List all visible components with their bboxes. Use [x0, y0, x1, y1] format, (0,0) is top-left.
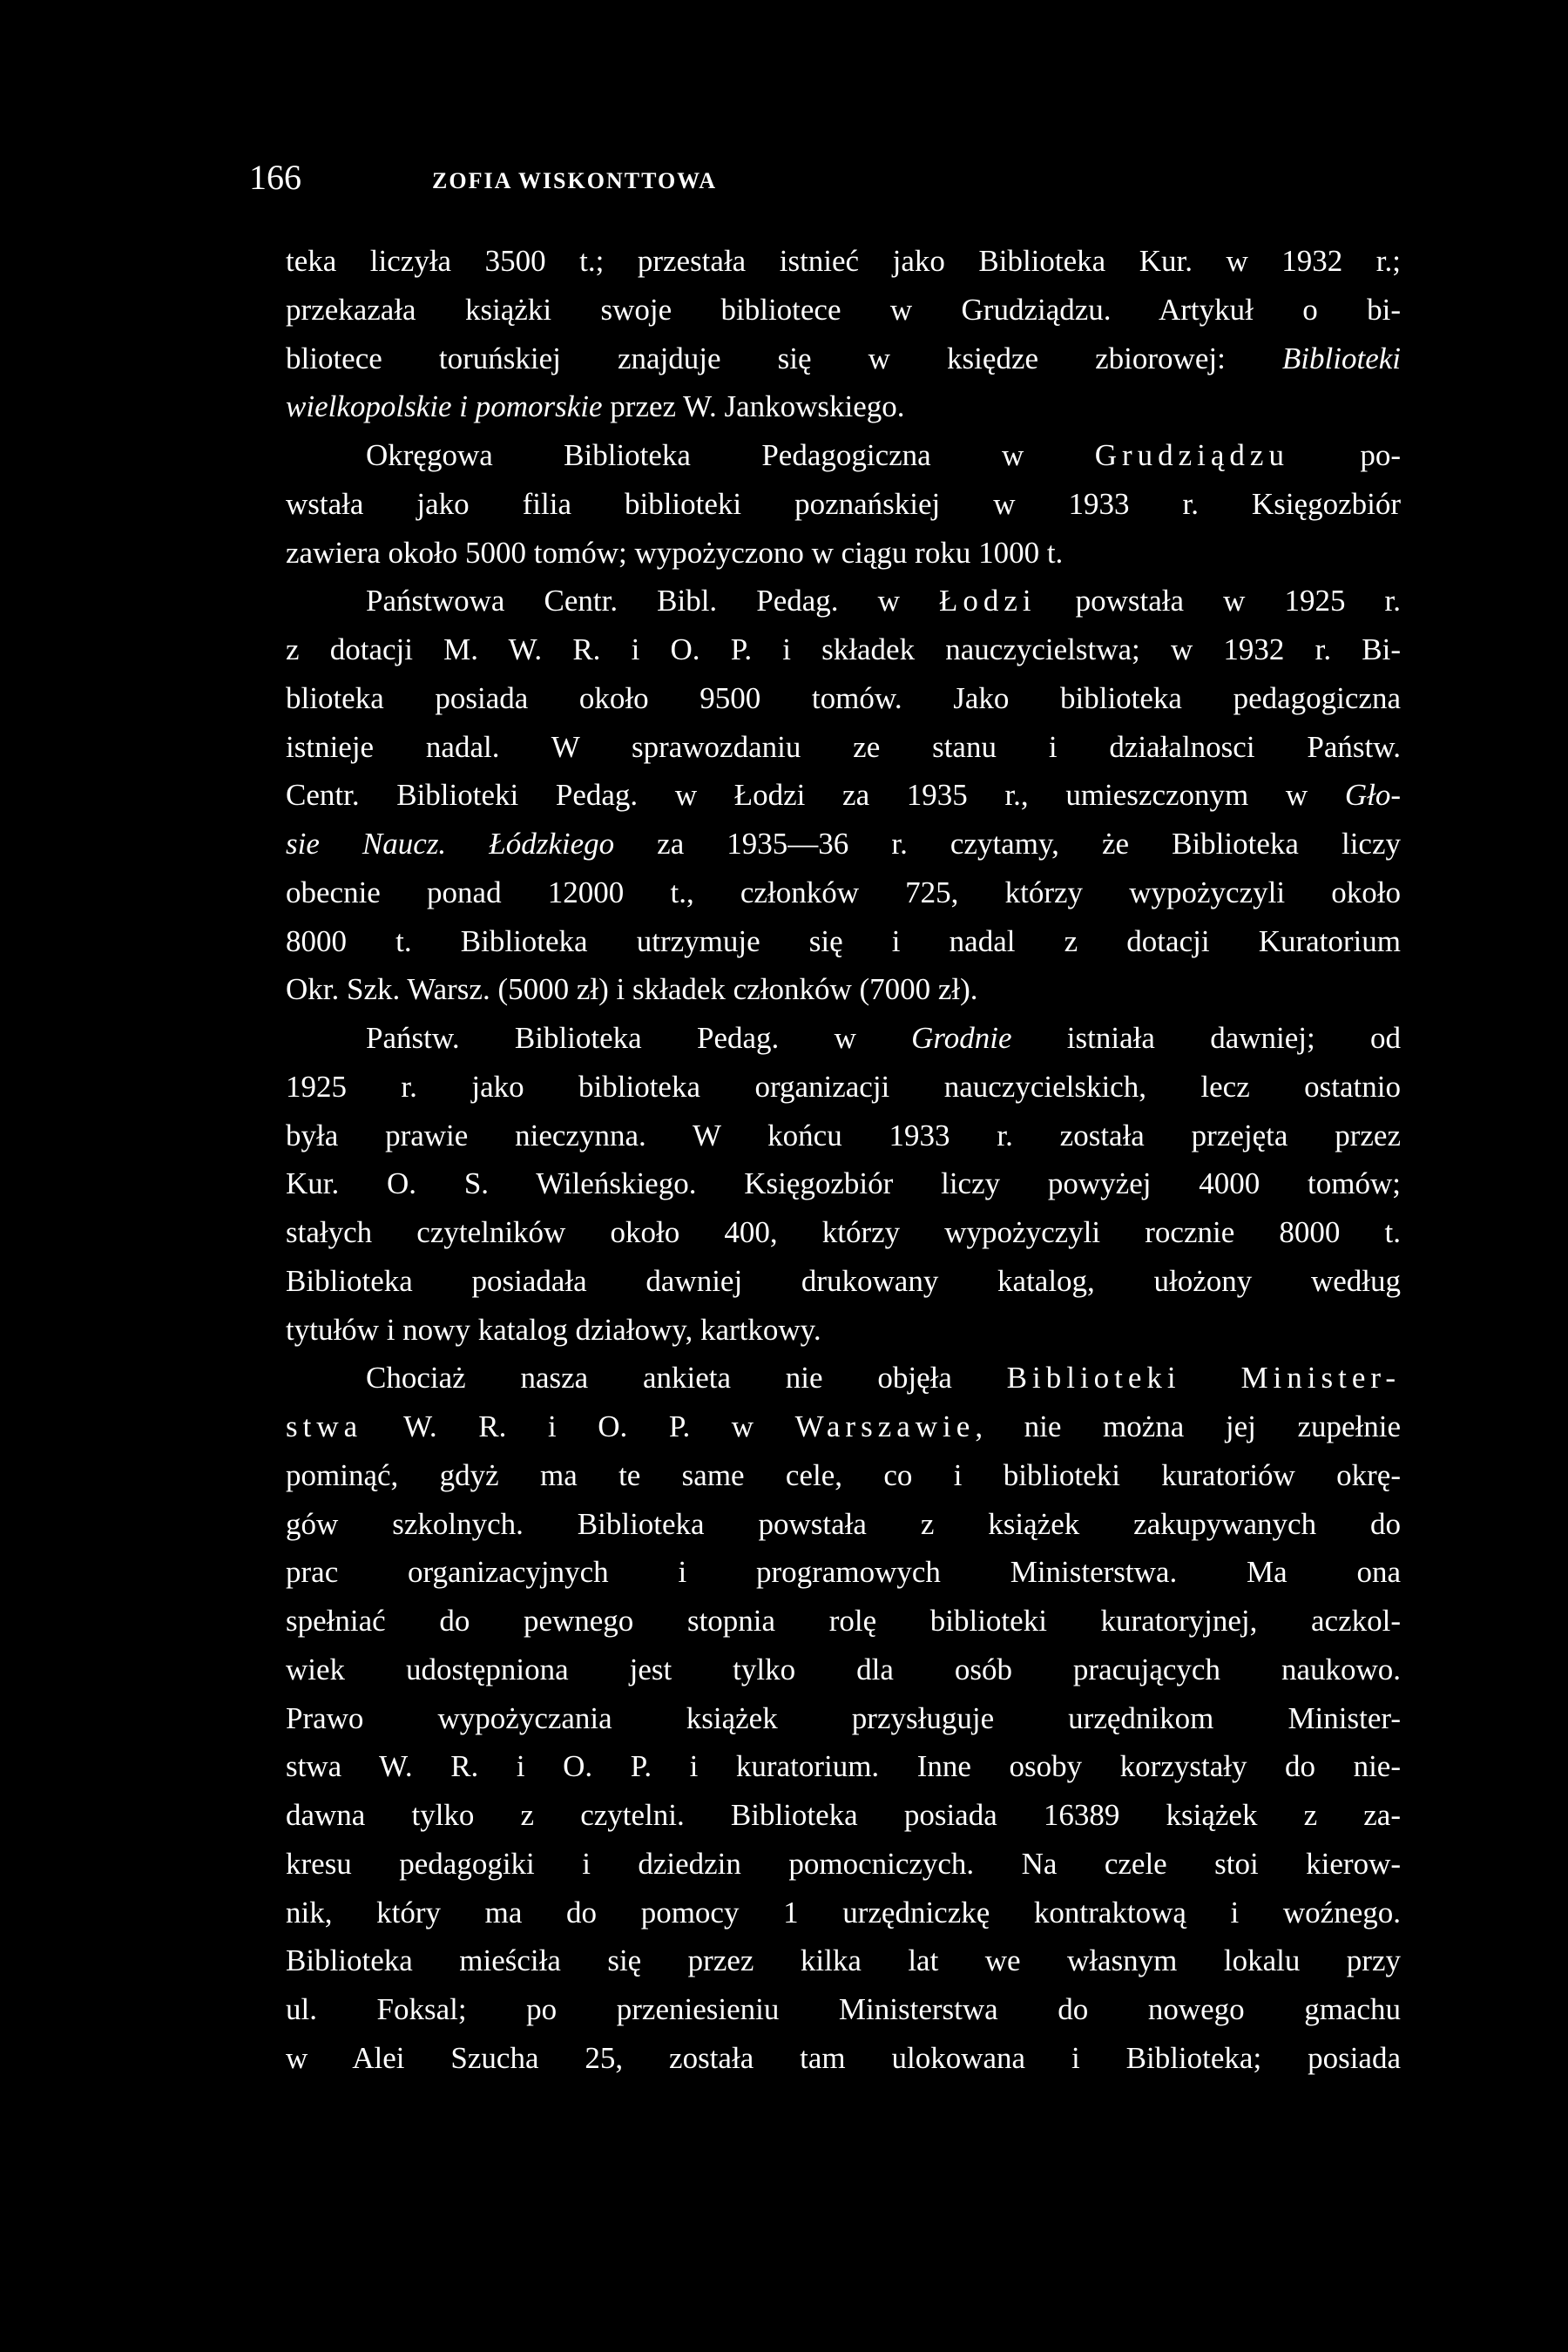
- text-line: [286, 625, 1401, 674]
- text-line: [286, 820, 1401, 868]
- text-line: [286, 1791, 1401, 1840]
- text-segment: prac organizacyjnych i programowych Ministerstwa. Ma ona: [286, 1555, 1401, 1590]
- text-line: [286, 1063, 1401, 1112]
- text-segment: istnieje nadal. W sprawozdaniu ze stanu i działalnosci Państw.: [286, 729, 1401, 764]
- italic-text: Biblioteki: [1281, 341, 1401, 375]
- text-line: [286, 1112, 1401, 1160]
- text-segment: powstała w 1925 r.: [1036, 584, 1401, 618]
- text-line: [286, 1694, 1401, 1743]
- text-line: [286, 1646, 1401, 1694]
- text-line: [286, 2034, 1401, 2083]
- text-line: [286, 1257, 1401, 1306]
- text-line: [286, 1014, 1401, 1063]
- italic-text: Gło-: [1344, 778, 1401, 813]
- text-line: [286, 1985, 1401, 2034]
- text-segment: była prawie nieczynna. W końcu 1933 r. została przejęta przez: [286, 1118, 1401, 1152]
- text-line: [286, 1936, 1401, 1985]
- text-line: [286, 529, 1401, 578]
- text-segment: Państw. Biblioteka Pedag. w: [366, 1021, 912, 1055]
- text-segment: wstała jako filia biblioteki poznańskiej w 1933 r. Księgozbiór: [286, 486, 1401, 521]
- text-segment: Prawo wypożyczania książek przysługuje urzędnikom Minister-: [286, 1700, 1401, 1735]
- text-line: [286, 917, 1401, 966]
- text-segment: Okręgowa Biblioteka Pedagogiczna w: [366, 438, 1095, 472]
- text-segment: gów szkolnych. Biblioteka powstała z książek zakupywanych do: [286, 1506, 1401, 1541]
- text-segment: Okr. Szk. Warsz. (5000 zł) i składek członków (7000 zł).: [286, 972, 978, 1007]
- text-segment: , nie można jej zupełnie: [975, 1409, 1401, 1443]
- text-line: [286, 237, 1401, 286]
- text-line: [286, 1402, 1401, 1451]
- text-line: [286, 431, 1401, 480]
- text-segment: ul. Foksal; po przeniesieniu Ministerstwa do nowego gmachu: [286, 1992, 1401, 2026]
- text-line: [286, 1548, 1401, 1597]
- text-line: [286, 674, 1401, 723]
- text-segment: w Alei Szucha 25, została tam ulokowana i Biblioteka; posiada: [286, 2040, 1401, 2075]
- text-line: [286, 480, 1401, 529]
- text-segment: pominąć, gdyż ma te same cele, co i biblioteki kuratoriów okrę-: [286, 1457, 1401, 1492]
- text-line: [286, 771, 1401, 820]
- spaced-text: stwa: [286, 1409, 363, 1443]
- text-segment: obecnie ponad 12000 t., członków 725, którzy wypożyczyli około: [286, 875, 1401, 909]
- text-segment: za 1935—36 r. czytamy, że Biblioteka liczy: [614, 827, 1401, 861]
- text-line: [286, 1306, 1401, 1355]
- text-line: [286, 1208, 1401, 1257]
- text-segment: W. R. i O. P. w: [362, 1409, 795, 1443]
- text-segment: stwa W. R. i O. P. i kuratorium. Inne osoby korzystały do nie-: [286, 1749, 1401, 1784]
- text-line: [286, 868, 1401, 917]
- text-segment: dawna tylko z czytelni. Biblioteka posiada 16389 książek z za-: [286, 1798, 1401, 1832]
- text-segment: przekazała książki swoje bibliotece w Grudziądzu. Artykuł o bi-: [286, 292, 1401, 327]
- text-segment: kresu pedagogiki i dziedzin pomocniczych. Na czele stoi kierow-: [286, 1846, 1401, 1881]
- page-number: 166: [249, 158, 301, 197]
- text-segment: zawiera około 5000 tomów; wypożyczono w ciągu roku 1000 t.: [286, 535, 1064, 570]
- text-line: [286, 286, 1401, 335]
- text-line: [286, 965, 1401, 1014]
- running-head: ZOFIA WISKONTTOWA: [432, 168, 718, 193]
- text-line: [286, 723, 1401, 772]
- text-segment: Biblioteka mieściła się przez kilka lat we własnym lokalu przy: [286, 1943, 1401, 1978]
- text-line: [286, 1451, 1401, 1500]
- text-line: [286, 335, 1401, 383]
- text-segment: bliotece toruńskiej znajduje się w księdze zbiorowej:: [286, 341, 1282, 375]
- text-segment: Biblioteka posiadała dawniej drukowany katalog, ułożony według: [286, 1263, 1401, 1298]
- italic-text: sie Naucz. Łódzkiego: [286, 827, 615, 861]
- text-segment: z dotacji M. W. R. i O. P. i składek nauczycielstwa; w 1932 r. Bi-: [286, 632, 1401, 666]
- text-line: [286, 1159, 1401, 1208]
- text-line: [286, 1597, 1401, 1646]
- text-line: [286, 577, 1401, 625]
- text-segment: po-: [1288, 438, 1401, 472]
- text-line: [286, 1354, 1401, 1402]
- text-segment: wiek udostępniona jest tylko dla osób pracujących naukowo.: [286, 1652, 1401, 1686]
- text-segment: istniała dawniej; od: [1011, 1021, 1401, 1055]
- text-segment: nik, który ma do pomocy 1 urzędniczkę kontraktową i woźnego.: [286, 1895, 1401, 1930]
- text-segment: Centr. Biblioteki Pedag. w Łodzi za 1935 r., umieszczonym w: [286, 778, 1345, 813]
- text-segment: 1925 r. jako biblioteka organizacji nauczycielskich, lecz ostatnio: [286, 1069, 1401, 1104]
- spaced-text: Łodzi: [938, 584, 1037, 618]
- text-segment: tytułów i nowy katalog działowy, kartkowy.: [286, 1312, 821, 1347]
- text-segment: Państwowa Centr. Bibl. Pedag. w: [366, 584, 939, 618]
- text-segment: spełniać do pewnego stopnia rolę biblioteki kuratoryjnej, aczkol-: [286, 1604, 1401, 1638]
- body-text: [286, 237, 1401, 2083]
- spaced-text: Warszawie: [794, 1409, 976, 1443]
- italic-text: Grodnie: [911, 1021, 1012, 1055]
- text-line: [286, 382, 1401, 431]
- text-line: [286, 1889, 1401, 1937]
- text-segment: 8000 t. Biblioteka utrzymuje się i nadal z dotacji Kuratorium: [286, 923, 1401, 958]
- page-header: [0, 152, 1568, 204]
- spaced-text: Biblioteki Minister-: [1006, 1361, 1401, 1396]
- text-segment: Kur. O. S. Wileńskiego. Księgozbiór liczy powyżej 4000 tomów;: [286, 1166, 1401, 1201]
- text-line: [286, 1840, 1401, 1889]
- spaced-text: Grudziądzu: [1094, 438, 1289, 472]
- text-segment: przez W. Jankowskiego.: [602, 389, 905, 424]
- text-segment: blioteka posiada około 9500 tomów. Jako biblioteka pedagogiczna: [286, 680, 1401, 715]
- text-line: [286, 1742, 1401, 1791]
- italic-text: wielkopolskie i pomorskie: [286, 389, 603, 424]
- text-segment: Chociaż nasza ankieta nie objęła: [366, 1361, 1007, 1396]
- text-segment: stałych czytelników około 400, którzy wypożyczyli rocznie 8000 t.: [286, 1215, 1401, 1249]
- text-line: [286, 1500, 1401, 1549]
- text-segment: teka liczyła 3500 t.; przestała istnieć jako Biblioteka Kur. w 1932 r.;: [286, 244, 1401, 278]
